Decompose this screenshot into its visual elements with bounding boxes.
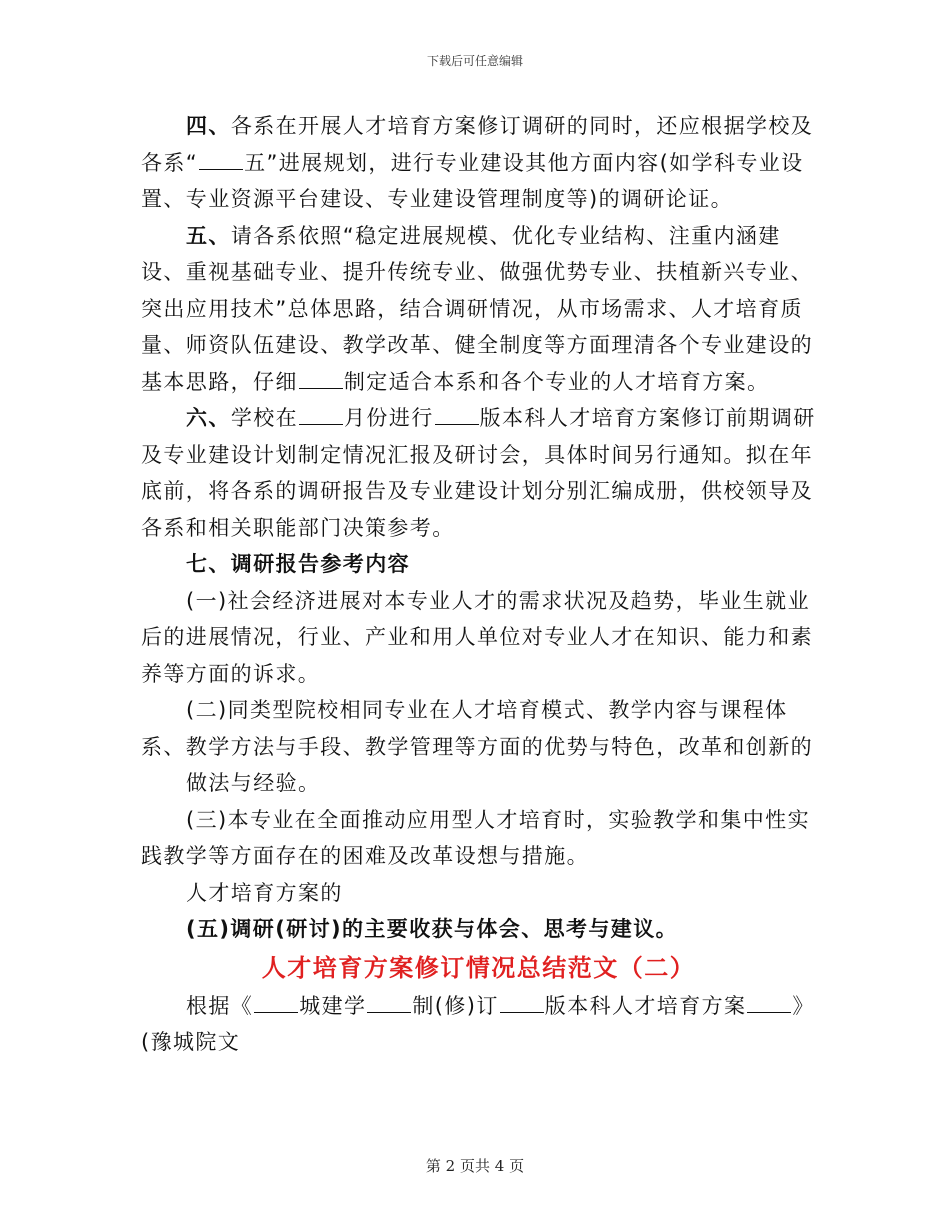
paragraph-6 bbox=[141, 400, 816, 546]
paragraph-4 bbox=[141, 108, 816, 218]
list-item-1: (一)社会经济进展对本专业人才的需求状况及趋势，毕业生就业后的进展情况，行业、产业和用人单位对专业人才在知识、能力和素养等方面的诉求。 bbox=[141, 588, 813, 686]
section-number-6: 六、 bbox=[186, 406, 231, 430]
blank-underline bbox=[747, 996, 791, 1013]
blank-underline bbox=[199, 153, 243, 170]
list-item-3: (三)本专业在全面推动应用型人才培育时，实验教学和集中性实践教学等方面存在的困难及改革设想与措施。 bbox=[141, 807, 810, 868]
list-item-4: 人才培育方案的 bbox=[186, 880, 343, 905]
closing-text-a: 根据《 bbox=[186, 993, 254, 1018]
paragraph-4-text-b: 五”进展规划，进行专业建设其他方面内容(如学科专业设置、专业资源平台建设、专业建设管理制度等)的调研论证。 bbox=[141, 150, 804, 211]
closing-text-d: 版本科人才培育方案 bbox=[544, 993, 747, 1018]
closing-text-c: 制(修)订 bbox=[412, 993, 499, 1018]
closing-text-b: 城建学 bbox=[299, 993, 367, 1018]
blank-underline bbox=[299, 372, 343, 389]
section-7-title: 七、调研报告参考内容 bbox=[186, 552, 410, 576]
blank-underline bbox=[435, 408, 479, 425]
section-number-4: 四、 bbox=[186, 114, 231, 138]
list-item-2-continuation: 做法与经验。 bbox=[186, 771, 321, 795]
document-body bbox=[141, 108, 816, 1061]
blank-underline bbox=[254, 996, 298, 1013]
section-number-5: 五、 bbox=[186, 223, 231, 248]
closing-paragraph-line-2: (豫城院文 bbox=[141, 1030, 241, 1054]
paragraph-5-text-a: 请各系依照“稳定进展规模、优化专业结构、注重内涵建设、重视基础专业、提升传统专业、做强优势专业、扶植新兴专业、突出应用技术”总体思路，结合调研情况，从市场需求、人才培育质量、师资队伍建设、教学改革、健全制度等方面理清各个专业建设的基本思路，仔细 bbox=[141, 223, 813, 394]
list-item-5: (五)调研(研讨)的主要收获与体会、思考与建议。 bbox=[186, 917, 678, 941]
paragraph-5-text-b: 制定适合本系和各个专业的人才培育方案。 bbox=[343, 369, 770, 394]
red-section-title: 人才培育方案修订情况总结范文（二） bbox=[261, 953, 696, 982]
page-footer: 第 2 页共 4 页 bbox=[425, 1157, 525, 1175]
blank-underline bbox=[367, 996, 411, 1013]
paragraph-4-text-a: 各系在开展人才培育方案修订调研的同时，还应根据学校及各系“ bbox=[141, 114, 814, 175]
paragraph-6-text-b: 月份进行 bbox=[344, 406, 434, 430]
paragraph-6-text-a: 学校在 bbox=[230, 406, 299, 430]
list-item-2: (二)同类型院校相同专业在人才培育模式、教学内容与课程体系、教学方法与手段、教学管理等方面的优势与特色，改革和创新的 bbox=[141, 698, 813, 759]
blank-underline bbox=[500, 996, 544, 1013]
blank-underline bbox=[299, 408, 343, 425]
page-header: 下载后可任意编辑 bbox=[426, 54, 523, 68]
closing-paragraph bbox=[141, 988, 816, 1025]
closing-text-e: 》 bbox=[792, 993, 815, 1018]
paragraph-6-text-c: 版本科人才培育方案修订前期调研及专业建设计划制定情况汇报及研讨会，具体时间另行通知。拟在年底前，将各系的调研报告及专业建设计划分别汇编成册，供校领导及各系和相关职能部门决策参考。 bbox=[141, 406, 816, 540]
paragraph-5 bbox=[141, 218, 816, 401]
